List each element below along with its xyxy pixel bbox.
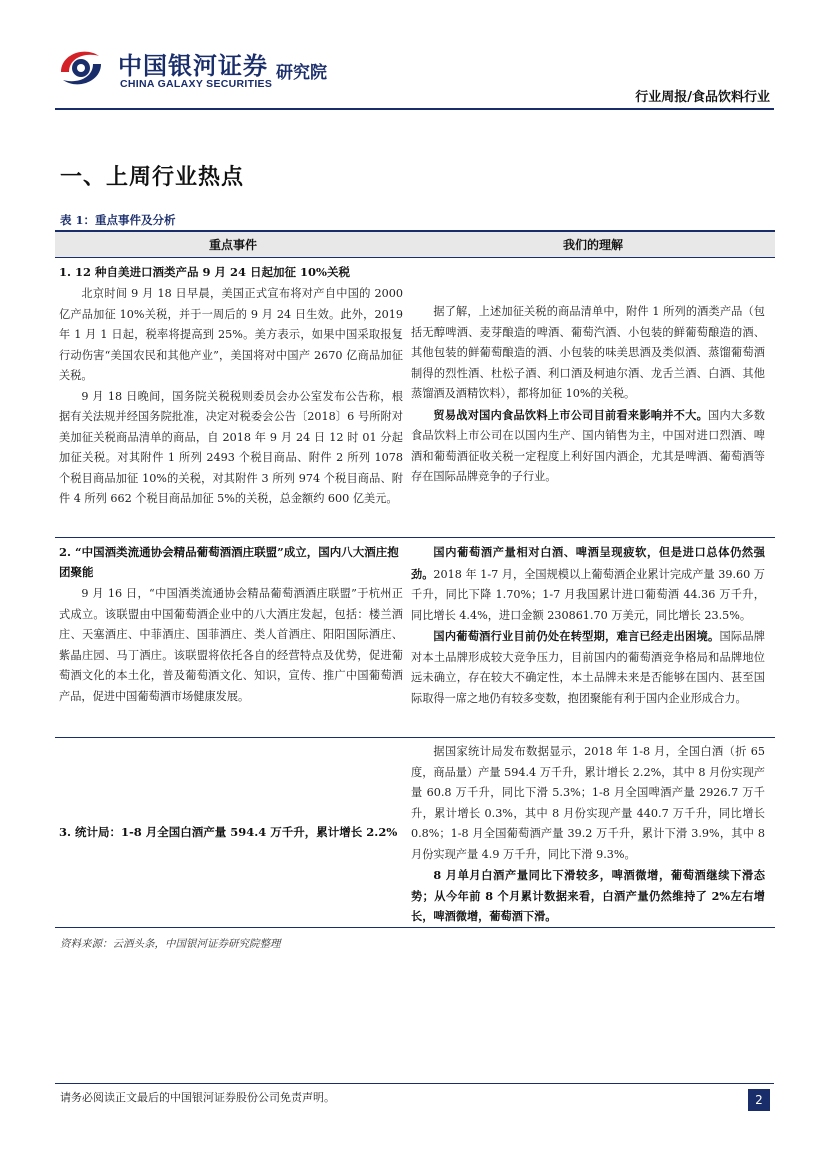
event-title: 1. 12 种自美进口酒类产品 9 月 24 日起加征 10%关税 bbox=[59, 265, 350, 279]
table-row bbox=[55, 738, 775, 928]
table-row bbox=[55, 538, 775, 738]
header-our-understanding: 我们的理解 bbox=[562, 238, 623, 252]
disclaimer-note: 请务必阅读正文最后的中国银河证券股份公司免责声明。 bbox=[60, 1091, 335, 1104]
analysis-paragraph: 据国家统计局发布数据显示，2018 年 1-8 月，全国白酒（折 65 度，商品量）产量 594.4 万千升，累计增长 2.2%，其中 8 月份实现产量 60.8 万千升，同比下滑 5.3%；1-8 月全国啤酒产量 2926.7 万千升，累计增长 0.3%，其中 8 月份实现产量 440.7 万千升，同比增长 0.8%；1-8 月全国葡萄酒产量 39.2 万千升，累计下滑 3.9%，其中 8 月份实现产量 4.9 万千升，同比下滑 9.3%。 bbox=[411, 745, 765, 861]
analysis-text: 国内大多数食品饮料上市公司在以国内生产、国内销售为主，中国对进口烈酒、啤酒和葡萄酒征收关税一定程度上利好国内酒企，尤其是啤酒、葡萄酒等存在国际品牌竞争的子行业。 bbox=[411, 408, 765, 483]
analysis-paragraph bbox=[411, 626, 765, 709]
footer-divider bbox=[55, 1083, 774, 1084]
event-paragraph: 9 月 18 日晚间，国务院关税税则委员会办公室发布公告称，根据有关法规并经国务院批准，决定对税委会公告〔2018〕6 号所附对美加征关税商品清单的商品，自 2018 年 9 月 24 日 12 时 01 分起加征关税。对其附件 1 所列 2493 个税目商品、附件 2 所列 1078 个税目商品加征 10%的关税，对其附件 3 所列 974 个税目商品、附件 4 所列 662 个税目商品加征 5%的关税，总金额约 600 亿美元。 bbox=[59, 389, 403, 505]
event-cell bbox=[55, 738, 405, 927]
analysis-cell bbox=[405, 738, 769, 927]
page-number: 2 bbox=[748, 1089, 770, 1111]
analysis-paragraph bbox=[411, 542, 765, 626]
event-cell bbox=[55, 258, 405, 537]
header-divider bbox=[55, 108, 774, 110]
event-title: 2. “中国酒类流通协会精品葡萄酒酒庄联盟”成立，国内八大酒庄抱团聚能 bbox=[59, 545, 399, 579]
page-header bbox=[0, 0, 827, 112]
galaxy-logo-icon bbox=[55, 42, 107, 94]
key-events-table bbox=[55, 230, 775, 928]
header-key-events: 重点事件 bbox=[208, 238, 257, 252]
analysis-highlight: 贸易战对国内食品饮料上市公司目前看来影响并不大。 bbox=[433, 407, 709, 422]
event-paragraph: 北京时间 9 月 18 日早晨，美国正式宣布将对产自中国的 2000 亿产品加征 10%关税，并于一周后的 9 月 24 日生效。此外，2019 年 1 月 1 日起，税率将提高到 25%。美方表示，如果中国采取报复行动伤害“美国农民和其他产业”，美国将对中国产 2670 亿商品加征关税。 bbox=[59, 287, 403, 382]
logo-english-name: CHINA GALAXY SECURITIES bbox=[120, 78, 273, 90]
analysis-cell bbox=[405, 538, 769, 737]
logo-chinese-name: 中国银河证券 bbox=[118, 52, 268, 80]
analysis-paragraph: 据了解，上述加征关税的商品清单中，附件 1 所列的酒类产品（包括无醇啤酒、麦芽酿造的啤酒、葡萄汽酒、小包装的鲜葡萄酿造的酒、其他包装的鲜葡萄酿造的酒、小包装的味美思酒及类似酒、蒸馏葡萄酒制得的烈性酒、杜松子酒、利口酒及柯迪尔酒、龙舌兰酒、白酒、其他蒸馏酒及酒精饮料），都将加征 10%的关税。 bbox=[411, 305, 765, 400]
event-title: 3. 统计局：1-8 月全国白酒产量 594.4 万千升，累计增长 2.2% bbox=[59, 824, 398, 839]
analysis-highlight: 国内葡萄酒产量相对白酒、啤酒呈现疲软，但是进口总体仍然强劲。 bbox=[411, 545, 765, 581]
analysis-highlight: 国内葡萄酒行业目前仍处在转型期，难言已经走出困境。 bbox=[433, 629, 720, 643]
event-paragraph: 9 月 16 日，“中国酒类流通协会精品葡萄酒酒庄联盟”于杭州正式成立。该联盟由中国葡萄酒企业中的八大酒庄发起，包括：楼兰酒庄、天塞酒庄、中菲酒庄、国菲酒庄、类人首酒庄、阳阳国际酒庄、紫晶庄园、马丁酒庄。该联盟将依托各自的经营特点及优势，促进葡萄酒文化的本土化，普及葡萄酒文化、知识，宣传、推广中国葡萄酒产品，促进中国葡萄酒市场健康发展。 bbox=[59, 587, 403, 703]
analysis-paragraph bbox=[411, 405, 765, 488]
section-title: 一、上周行业热点 bbox=[60, 165, 245, 190]
event-cell bbox=[55, 538, 405, 737]
analysis-cell bbox=[405, 258, 769, 537]
analysis-text: 国际品牌对本土品牌形成较大竞争压力，目前国内的葡萄酒竞争格局和品牌地位远未确立，存在较大不确定性，本土品牌未来是否能够在国内、甚至国际取得一席之地仍有较多变数，抱团聚能有利于国内企业形成合力。 bbox=[411, 630, 765, 705]
table-header-row bbox=[55, 232, 775, 258]
report-category: 行业周报/食品饮料行业 bbox=[635, 90, 770, 105]
analysis-text: 2018 年 1-7 月，全国规模以上葡萄酒企业累计完成产量 39.60 万千升，同比下降 1.70%；1-7 月我国累计进口葡萄酒 44.36 万千升，同比增长 4.4%，进口金额 230861.70 万美元，同比增长 23.5%。 bbox=[411, 567, 765, 622]
table-row bbox=[55, 258, 775, 538]
logo-institute: 研究院 bbox=[276, 63, 327, 83]
analysis-highlight: 8 月单月白酒产量同比下滑较多，啤酒微增，葡萄酒继续下滑态势；从今年前 8 个月累计数据来看，白酒产量仍然维持了 2%左右增长，啤酒微增，葡萄酒下滑。 bbox=[411, 868, 765, 923]
table-caption: 表 1：重点事件及分析 bbox=[60, 213, 176, 227]
source-note: 资料来源：云酒头条，中国银河证券研究院整理 bbox=[60, 938, 281, 950]
